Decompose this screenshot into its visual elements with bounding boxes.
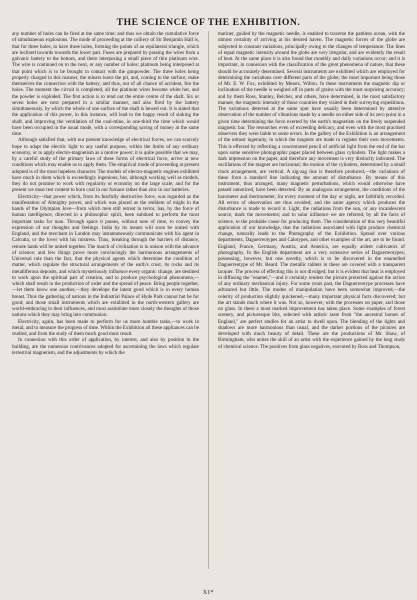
paragraph: Electricity, again, has been made to perform for us more humble tasks,—to work in metal, and to measure the progress of time. Within the Exhibition all these appliances can be studied, and from the study of them much good must result. (12, 318, 200, 337)
page-header (12, 15, 405, 29)
paragraph: In connexion with this order of application, by interest, and also by position in the building, are the numerous contrivances adopted for ascertaining the laws which regulate terrestrial magnetism, and the adjustments by which the (12, 337, 200, 356)
column-divider (208, 31, 209, 569)
paragraph: Electricity—that power which, from its fearfully destructive force, was regarded as the manifestation of Almighty power, and which was placed as the emblem of might in the hands of the Olympian Jove—from which men still retreat in terror, has, by the force of human intelligence, directed in a philosophic spirit, been subdued to perform the most important tasks for man. Through space it passes, without note of time, to convey the expression of our thoughts and feelings. India by its means will soon be united with England, and the merchant in London may instantaneously communicate with his agent in Calcutta, or the lover with his mistress. Thus, breaking through the barriers of distance, remote lands will be united together. The march of civilisation is in unison with the advance of science; and few things prove more convincingly the harmonious arrangements of Universal rule than the fact, that the physical agents which determine the condition of matter, which regulate the structural arrangements of the earth's crust, its rocks and its metalliferous deposits, and which mysteriously influence every organic change, are destined to work upon the spiritual part of creation, and to produce psychological phenomena,—which shall result in the production of order and the spread of peace. Bring people together,—let them know one another,—they develope the latent good which is in every human breast. Thus the gathering of nations in the Industrial Palace of Hyde Park cannot but be for good; and those small instruments which are exhibited in the north-western gallery are world-embracing in their influences, and must assimilate more closely the thoughts of those nations which they may bring into communion. (12, 193, 200, 319)
page-number: XI* (202, 590, 215, 596)
page-title: THE SCIENCE OF THE EXHIBITION. (116, 16, 301, 28)
paragraph: Although satisfied that, with our present knowledge of electrical forces, we can scarcely hope to adapt the electric light to any useful purpose, within the limits of any ordinary economy, or to apply electro-magnetism as a motive power; it is quite possible that we may, by a careful study of the primary laws of these forms of electrical force, arrive at new conditions which may enable us to apply them. The empirical mode of proceeding at present adopted is of the most hopeless character. The models of electro-magnetic engines exhibited have much in them which is exceedingly ingenious; but, although working well as models, they do not promise to work with regularity or economy on the large scale; and for the present we must rest content to burn coal in our furnace rather than zinc in our batteries. (12, 137, 200, 194)
text-columns (12, 31, 405, 569)
paragraph: any number of holes can be fired at the same time; and thus we obtain the cumulative force of simultaneous explosions. The mode of proceeding at the colliery of Sir Benjamin Hall is, that for three holes, to have three holes, forming the points of an equilateral triangle, which are inclined towards towards the lower part. Fuses are prepared by passing the wires from a galvanic battery to the bottom, and there interposing a small piece of thin platinum wire. The wire is continued on to the next, or any number of holes; platinum being interposed at that point which is to be brought in contact with the gunpowder. The three holes being properly charged in this manner, the miners leave the pit, and, coming to the surface, make themselves the connection with the battery, and thus, out of all chance of accident, fire the holes. The moment the circuit is completed, all the platinum wires become white hot, and the powder is exploded. The first action is to rend out the entire centre of the shaft. Six or seven holes are next prepared in a similar manner, and also fired by the battery simultaneously, by which the whole of one surface of the shaft is hewed out. It is stated that the application of this power, in this instance, will lead to the happy result of sinking the shaft, and improving the ventilation of the coal-mine, in one-third the time which would have been occupied in the usual mode, with a corresponding saving of money at the same time. (12, 31, 200, 137)
paragraph: mariner, guided by the magnetic needle, is enabled to traverse the pathless ocean, with the utmost certainty of arriving at his desired haven. The magnetic forces of the globe are subjected to constant variations, principally owing to the changes of temperature. The lines of equal magnetic intensity around the globe are very irregular, and are evidently the result of heat. At the same place it is also found that monthly and daily variations occur; and it is important, in connexion with the classification of the great phenomena of nature, that these should be accurately determined. Several instruments are exhibited which are employed for determining the variations over different parts of the globe; the most important being those of Mr. E. W. Fox, exhibited by Messrs. Wilton. In these instruments the magnetic dip or inclination of the needle is weighed off in parts of grains with the most surprising accuracy; and by them Ross, Stanley, Belcher, and others, have determined, in the most satisfactory manner, the magnetic intensity of those countries they visited in their surveying expeditions. The variations detected at the same spot have usually been determined by attentive observation of the number of vibrations made by a needle on either side of its zero point in a given time determining the force exerted by the earth's magnetism on the freely suspended magnetic bar. The researches even of exceeding delicacy, and even with the most practised observers they were liable to some errors. In the gallery of the Exhibition is an arrangement of the utmost ingenuity, in which the magnets are made to register their own movements. This is effected by reflecting a concentrated pencil of artificial light from the end of the bar upon some sensitive photographic paper placed between glass cylinders. The light makes a dark impression on the paper, and therefore any movement is very distinctly indicated. The oscillations of the magnet are horizontal; the motion of the cylinders, determined by a small clock arrangement, are vertical. A zig-zag line is therefore produced,—the variations of these from a standard line indicating the amount of disturbance. By means of this instrument, thus arranged, many magnetic perturbations, which would otherwise have passed unnoticed, have been detected. By an analogous arrangement, the conditions of the barometer and thermometer, for every moment of the day or night, are faithfully recorded. All errors of observation are thus avoided; and the same agency which produces the disturbance is made to record it. Light, the radiations from the sun, or any incandescent source, mark the movements; and to solar influence we are referred, by all the facts of science, to the probable cause for producing them. The consideration of this very beautiful application of our knowledge, that the radiations associated with light produce chemical change, naturally leads to the Photography of the Exhibition. Spread over various departments, Daguerreotypes and Calotypes, and other examples of the art, are to be found. England, France, Germany, Austria, and America, are equally ardent cultivators of photography. In the English department are a very extensive series of Daguerreotypes; possessing, however, but one novelty, which is to be discovered in the enamelled Daguerreotype of Mr. Beard. The metallic tablets in these are covered with a transparent lacquer. The process of effecting this is not divulged; but it is evident that heat is employed in diffusing the "enamel,"—and it certainly renders the picture protected against the action of any ordinary mechanical injury. For some years past, the Daguerreotype processes have advanced but little. The modes of manipulation have been somewhat improved,—the celerity of production slightly quickened,—many important physical facts discovered; but the art stands much where it was. Not so, however, with the processes on paper, and those on glass. In these a most marked improvement has taken place. Some examples of forest scenery, and picturesque bits, selected with artistic taste from "the ancestral homes of England," are perfect studies for an artist to dwell upon. The blending of the lights and shadows are more harmonious than usual, and the darker portions of the pictures are developed with much beauty of detail. These are the productions of Mr. Shaw, of Birmingham, who unites the skill of an artist with the experience gained by the long study of chemical science. The positives from glass negatives, executed by Ross and Thompson, (217, 31, 405, 350)
right-column (218, 31, 405, 569)
left-column (12, 31, 199, 569)
